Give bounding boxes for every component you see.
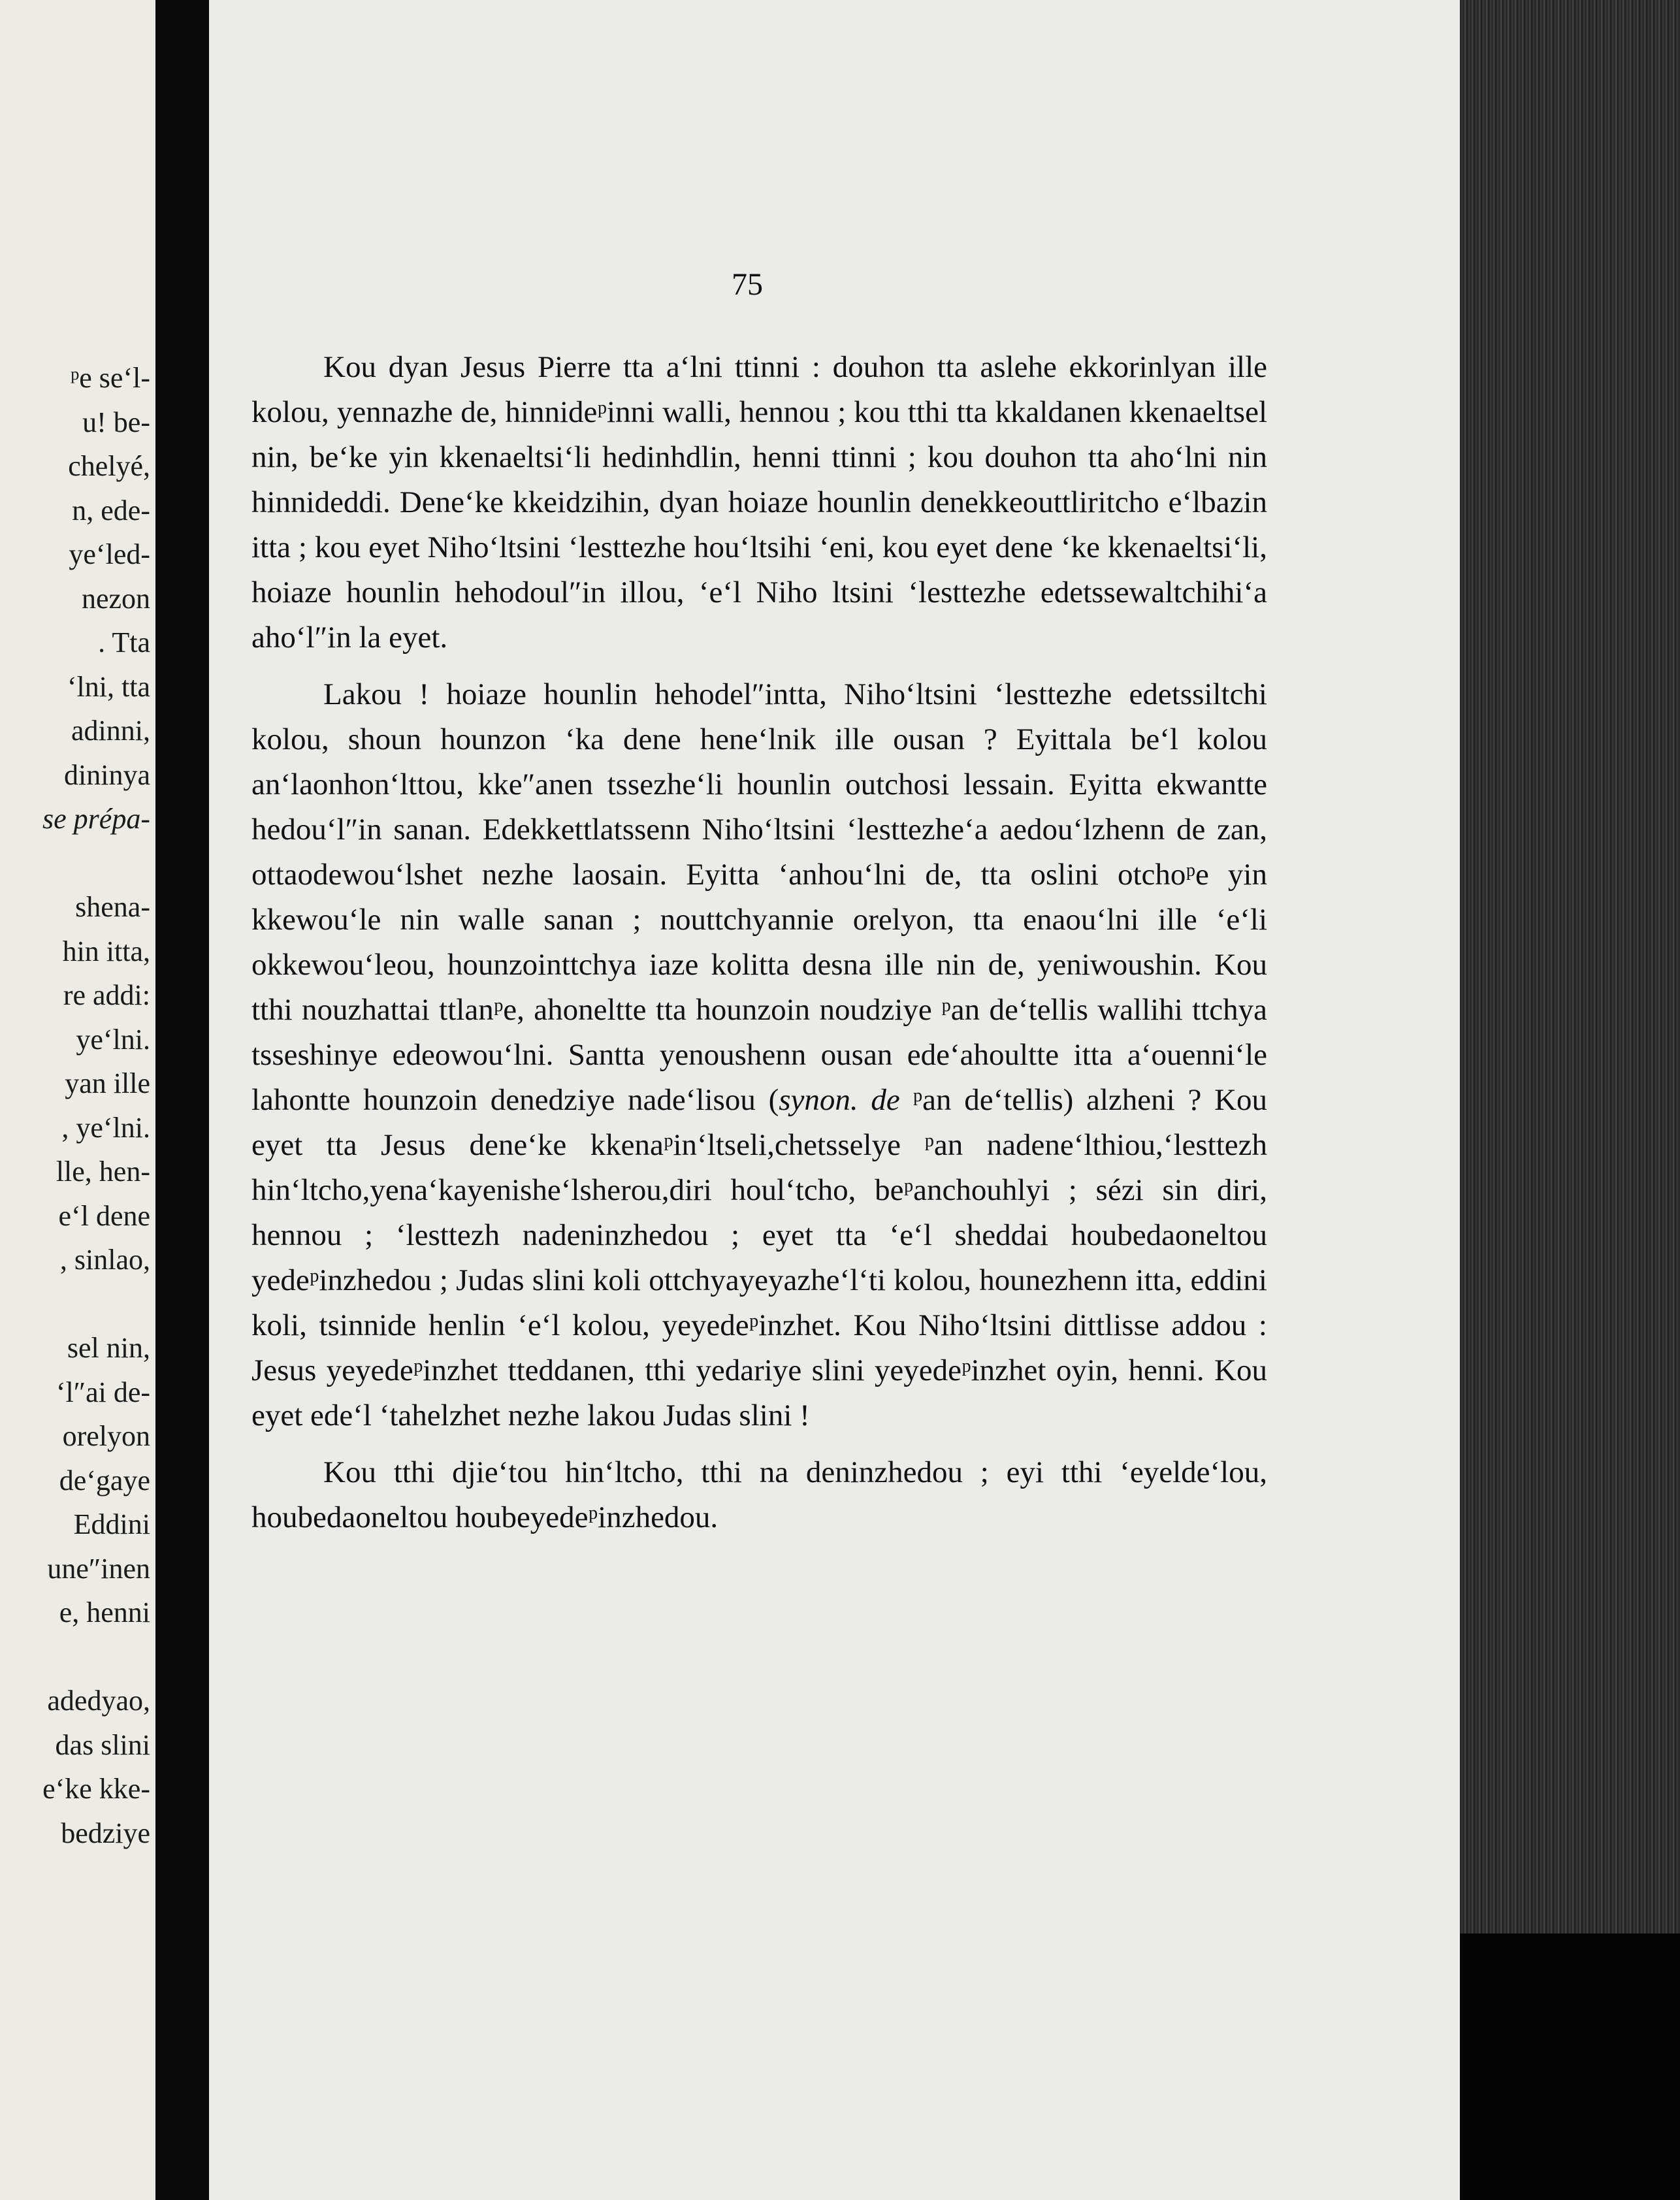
left-page-line: se prépa- [42, 803, 150, 835]
left-page-line: , ye‘lni. [61, 1111, 150, 1144]
left-page-line: ‘lni, tta [67, 670, 150, 703]
left-page-line: ‘l″ai de- [56, 1376, 150, 1408]
page-body [251, 345, 1267, 1540]
paragraph-1: Kou dyan Jesus Pierre tta a‘lni ttinni : douhon tta aslehe ekkorinlyan ille kolou, yennazhe de, hinnideᵖinni walli, hennou ; kou tthi tta kkaldanen kkenaeltsel nin, be‘ke yin kkenaeltsi‘li hedinhdlin, henni ttinni ; kou douhon tta aho‘lni nin hinnideddi. Dene‘ke kkeidzihin, dyan hoiaze hounlin denekkeouttliritcho e‘lbazin itta ; kou eyet Niho‘ltsini ‘lesttezhe hou‘ltsihi ‘eni, kou eyet dene ‘ke kkenaeltsi‘li, hoiaze hounlin hehodoul″in illou, ‘e‘l Niho ltsini ‘lesttezhe edetssewaltchihi‘a aho‘l″in la eyet. [251, 350, 1267, 655]
left-page-line: lle, hen- [56, 1156, 150, 1188]
left-page-line: yan ille [65, 1067, 150, 1099]
left-facing-page [0, 0, 155, 2200]
paragraph-2-text-after: ᵖan de‘tellis) alzheni ? Kou eyet tta Jesus dene‘ke kkenaᵖin‘ltseli,chetsselye ᵖan nadene‘lthiou,‘lesttezh hin‘ltcho,yena‘kayenishe‘lsherou,diri houl‘tcho, beᵖanchouhlyi ; sézi sin diri, hennou ; ‘lesttezh nadeninzhedou ; eyet tta ‘e‘l sheddai houbedaoneltou yedeᵖinzhedou ; Judas slini koli ottchyayeyazhe‘l‘ti kolou, hounezhenn itta, eddini koli, tsinnide henlin ‘e‘l kolou, yeyedeᵖinzhet. Kou Niho‘ltsini dittlisse addou : Jesus yeyedeᵖinzhet tteddanen, tthi yedariye slini yeyedeᵖinzhet oyin, henni. Kou eyet ede‘l ‘tahelzhet nezhe lakou Judas slini ! [251, 1083, 1268, 1432]
left-page-line [42, 1282, 150, 1327]
left-page-line: bedziye [61, 1817, 150, 1849]
left-page-line: hin itta, [62, 935, 150, 967]
left-page-line: une″inen [47, 1552, 150, 1585]
left-page-text [42, 356, 150, 1855]
left-page-line: adinni, [71, 715, 150, 747]
left-page-line: e, henni [59, 1596, 150, 1628]
left-page-line: ye‘led- [69, 538, 150, 570]
page-number: 75 [732, 267, 763, 302]
book-gutter [155, 0, 209, 2200]
left-page-line: orelyon [62, 1420, 150, 1452]
page-edge-stack [1460, 0, 1680, 2200]
paragraph-2-text: Lakou ! hoiaze hounlin hehodel″intta, Niho‘ltsini ‘lesttezhe edetssiltchi kolou, shoun hounzon ‘ka dene hene‘lnik ille ousan ? Eyittala be‘l kolou an‘laonhon‘lttou, kke″anen tssezhe‘li hounlin outchosi lessain. Eyitta ekwantte hedou‘l″in sanan. Edekkettlatssenn Niho‘ltsini ‘lesttezhe‘a aedou‘lzhenn de zan, ottaodewou‘lshet nezhe laosain. Eyitta ‘anhou‘lni de, tta oslini otchoᵖe yin kkewou‘le nin walle sanan ; nouttchyannie orelyon, tta enaou‘lni ille ‘e‘li okkewou‘leou, hounzointtchya iaze kolitta desna ille nin de, yeniwoushin. Kou tthi nouzhattai ttlanᵖe, ahoneltte tta hounzoin noudziye ᵖan de‘tellis wallihi ttchya tsseshinye edeowou‘lni. Santta yenoushenn ousan ede‘ahoultte itta a‘ouenni‘le lahontte hounzoin denedziye nade‘lisou ( [251, 677, 1267, 1117]
synonym-note: synon. de [779, 1083, 913, 1117]
left-page-line: sel nin, [67, 1332, 150, 1364]
left-page-line [42, 1635, 150, 1679]
left-page-line: , sinlao, [59, 1244, 150, 1276]
left-page-line: ye‘lni. [76, 1023, 150, 1056]
left-page-line: e‘l dene [58, 1199, 150, 1232]
left-page-line: e‘ke kke- [42, 1773, 150, 1805]
left-page-line [42, 841, 150, 886]
left-page-line: Eddini [73, 1508, 150, 1540]
left-page-line: adedyao, [47, 1685, 150, 1717]
left-page-line: ᵖe se‘l- [70, 362, 150, 394]
paragraph-3: Kou tthi djie‘tou hin‘ltcho, tthi na deninzhedou ; eyi tthi ‘eyelde‘lou, houbedaoneltou houbeyedeᵖinzhedou. [251, 1455, 1267, 1534]
paragraph-2 [251, 672, 1267, 1438]
left-page-line: dininya [64, 758, 150, 791]
left-page-line: nezon [81, 582, 150, 615]
main-page [209, 0, 1460, 2200]
left-page-line: . Tta [98, 626, 150, 658]
scan-background [1460, 1933, 1680, 2200]
left-page-line: n, ede- [72, 494, 150, 526]
left-page-line: chelyé, [68, 450, 150, 482]
left-page-line: shena- [75, 891, 150, 923]
left-page-line: das slini [55, 1728, 150, 1761]
left-page-line: de‘gaye [59, 1464, 150, 1496]
left-page-line: re addi: [63, 979, 150, 1011]
left-page-line: u! be- [82, 406, 150, 438]
